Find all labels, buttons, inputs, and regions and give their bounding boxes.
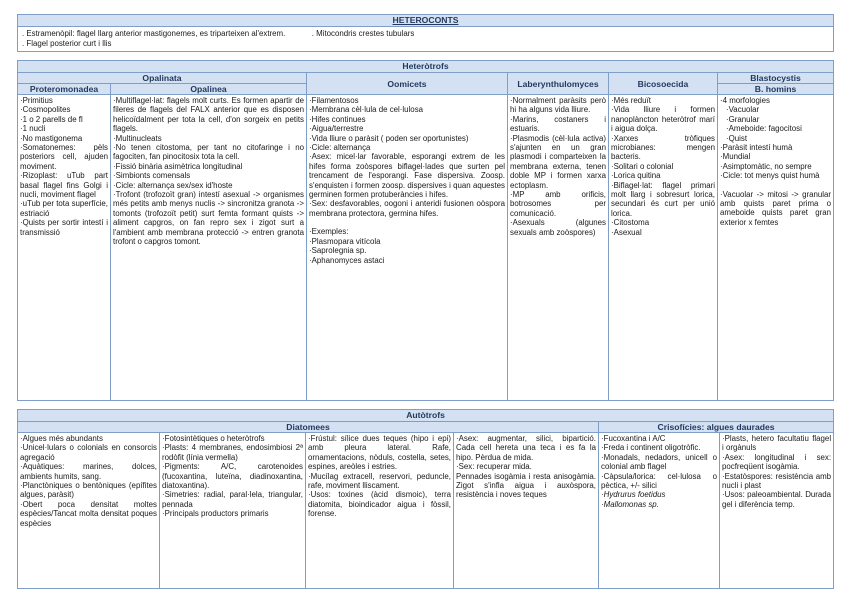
list-item: ·Més reduït [611, 96, 651, 105]
list-item: ·Lorica quitina [611, 171, 661, 181]
list-item: ·Vacuolar -> mitosi -> granular amb quists paret prima o ameboide quists paret gran exterior x femtes [720, 189, 832, 227]
spacer [309, 218, 505, 227]
opalinea-cell [111, 95, 307, 401]
list-item: ·Monadals, nedadors, unicell o colonial amb flagel [601, 452, 717, 472]
heteroconts-title: HETEROCONTS [18, 15, 834, 27]
list-item: ·Solitari o colonial [611, 161, 674, 171]
list-item: ·Asimptomàtic, no sempre [720, 161, 812, 171]
list-item: ·Exemples: [309, 227, 349, 237]
list-item: ·Cicle: alternança sex/sex id'hoste [113, 180, 233, 190]
list-item: ·Asex: micel·lar favorable, esporangi extrem de les hifes forma zoòspores biflagel·lades que surten pel trencament de l'esporangi. Fase dispersiva. Zoosp. s'enquisten i formen zoosp. dispersives i quan aquestes germinen formen protuberàncies i hifes. [309, 152, 505, 200]
list-item: ·Mallomonas sp. [601, 499, 659, 509]
list-item: ·Plasts, hetero facultatiu flagel i orgànuls [722, 434, 832, 453]
autotrofs-title: Autòtrofs [18, 410, 834, 422]
autotrofs-table [17, 409, 834, 589]
list-item: ·Membrana cèl·lula de cel·lulosa [309, 105, 424, 115]
list-item: ·Citostoma [611, 218, 650, 228]
list-item: ·Unicel·lulars o colonials en consorcis agregació [20, 443, 157, 462]
list-item: ·No mastigonema [20, 133, 83, 143]
list-item: ·1 nucli [20, 124, 46, 134]
list-item: ·Simbionts comensals [113, 171, 191, 181]
list-item: ·Asex: longitudinal i sex: pocfreqüent isogàmia. [722, 452, 832, 472]
list-item: ·Cosmopolites [20, 105, 71, 115]
list-item: ·Sex: desfavorables, oogoni i anteridi fusionen oòspora membrana protectora, germina hifes. [309, 199, 505, 218]
heterotrofs-title: Heteròtrofs [18, 61, 834, 73]
list-item: ·Usos: paleoambiental. Durada gel i diferència temp. [722, 490, 832, 509]
list-item: ·Mucílag extracell, reservori, peduncle, rafe, moviment lliscament. [308, 471, 451, 491]
list-item: ·Primitius [20, 96, 53, 105]
intro-stramenopile: . Estramenòpil: flagel llarg anterior mastigonemes, es triparteixen al'extrem. [22, 29, 286, 38]
crisoficies-col1 [599, 433, 720, 589]
list-item: ·Mundial [720, 152, 751, 162]
list-item: ·Plasmopara vitícola [309, 236, 381, 246]
list-item: ·Saprolegnia sp. [309, 246, 367, 256]
bicosoecida-cell [609, 95, 718, 401]
intro-mitochondria: . Mitocondris crestes tubulars [311, 29, 415, 38]
list-item: ·Fucoxantina i A/C [601, 434, 666, 443]
list-item: ·Pigments: A/C, carotenoides (fucoxantina, luteïna, diadinoxantina, diatoxantina). [162, 462, 303, 491]
list-item: ·Fotosintètiques o heteròtrofs [162, 434, 265, 443]
list-item: ·Frústul: sílice dues teques (hipo i epi) amb pleura lateral. Rafe, ornamentacions, nòduls, costella, setes, espines, areòles i estries. [308, 434, 451, 472]
list-item: ·Vacuolar [726, 105, 760, 115]
list-item: ·Cicle: alternança [309, 143, 371, 153]
list-item: ·Marins, costaners i estuaris. [510, 114, 606, 134]
bicosoecida-header: Bicosoecida [609, 73, 718, 95]
list-item: ·Biflagel·lat: flagel primari molt llarg i sobresurt lorica, secundari és curt per unió lorica. [611, 180, 715, 218]
list-item: ·Trofont (trofozoït gran) intestí asexual -> organismes més petits amb menys nuclis -> sincronitza granota -> tomonts (trofozoït petit) surt femta formant quists -> aliment capgros, on fan repro sex i zigot surt a l'ambient amb membrana protecció -> entren granota trofont o capgros tomont. [113, 190, 304, 247]
list-item: ·Aigua/terrestre [309, 124, 364, 134]
list-item: ·Filamentosos [309, 96, 359, 105]
blastocystis-cell [718, 95, 834, 401]
diatomees-col4 [454, 433, 599, 589]
list-item: ·No tenen citostoma, per tant no citofaringe i no fagociten, fan pinocitosix tota la cell. [113, 143, 304, 162]
list-item: ·Plasmodis (cèl·lula activa) s'ajunten en un gran plasmodi i comparteixen la membrana externa, tenen doble MP i formen xarxa ectoplasm. [510, 133, 606, 190]
proteromonadea-header: Proteromonadea [18, 84, 111, 95]
list-item: ·Vida lliure i formen nanoplàncton heteròtrof marí i aigua dolça. [611, 105, 715, 134]
list-item: ·Normalment paràsits però hi ha alguns vida lliure. [510, 96, 606, 115]
proteromonadea-cell [18, 95, 111, 401]
opalinata-header: Opalinata [18, 73, 307, 84]
b-homins-header: B. homins [718, 84, 834, 95]
list-item: ·Plasts: 4 membranes, endosimbiosi 2ª rodòfit (línia vermella) [162, 443, 303, 462]
list-item: ·Càpsula/lorica: cel·lulosa o pèctica, +/- silici [601, 471, 717, 491]
blastocystis-header: Blastocystis [718, 73, 834, 84]
list-item: ·Planctòniques o bentòniques (epífites algues, paràsit) [20, 481, 157, 500]
list-item: ·Ameboide: fagocitosi [726, 124, 802, 134]
list-item: ·Usos: toxines (àcid dismoic), terra diatomita, bioindicador aigua i fòssil, forense. [308, 490, 451, 519]
heteroconts-intro [18, 27, 834, 52]
list-item: ·Quist [726, 133, 748, 143]
list-item: ·Cicle: tot menys quist humà [720, 171, 820, 181]
list-item: ·Asex: augmentar, silici, bipartició. Cada cell hereta una teca i es fa la hipo. Pèrdua de mida. [456, 434, 596, 462]
diatomees-col2 [160, 433, 306, 589]
list-item: ·Sex: recuperar mida. [456, 462, 532, 472]
list-item: ·1 o 2 parells de fl [20, 114, 83, 124]
list-item: ·Hifes continues [309, 114, 366, 124]
opalinea-header: Opalinea [111, 84, 307, 95]
list-item: ·Multiflagel·lat: flagels molt curts. Es formen apartir de fileres de flagels del FALX anterior que es disposen helicoïdalment per tota la cell, d'on sorgeix en petits flagels. [113, 96, 304, 134]
list-item: ·Estatòspores: resistència amb nucli i plast [722, 471, 832, 491]
list-item: ·Hydrurus foetidus [601, 490, 666, 500]
diatomees-header: Diatomees [18, 422, 599, 433]
list-item: ·Granular [726, 114, 760, 124]
crisoficies-col2 [720, 433, 834, 589]
oomicets-cell [307, 95, 508, 401]
heterotrofs-table [17, 60, 834, 401]
list-item: ·Xarxes tròfiques microbianes: mengen bacteris. [611, 133, 715, 162]
list-item: ·Paràsit intestí humà [720, 143, 793, 153]
list-item: ·Asexual [611, 227, 642, 237]
list-item: ·Quists per sortir intestí i transmissió [20, 218, 108, 237]
list-item: ·Vida lliure o paràsit ( poden ser oportunistes) [309, 133, 469, 143]
list-item: ·Aphanomyces astaci [309, 255, 385, 265]
list-item: ·Aquàtiques: marines, dolces, ambients humits, sang. [20, 462, 157, 481]
laberynthulomyces-header: Laberynthulomyces [508, 73, 609, 95]
heteroconts-table [17, 14, 834, 52]
crisoficies-header: Crisofícies: algues daurades [599, 422, 834, 433]
list-item: ·Rizoplast: uTub part basal flagel fins Golgi i nucli, moviment flagel [20, 171, 108, 200]
list-item: ·MP amb orificis, botrosomes per comunicació. [510, 190, 606, 218]
list-item: ·Fissió binària asimètrica longitudinal [113, 161, 243, 171]
oomicets-header: Oomicets [307, 73, 508, 95]
diatomees-col3 [306, 433, 454, 589]
list-item: Pennades isogàmia i resta anisogàmia. Zigot s'infla aigua i auxòspora, resistència i noves teques [456, 471, 596, 500]
spacer [720, 181, 831, 190]
list-item: ·Freda i continent oligotròfic. [601, 443, 701, 453]
list-item: ·uTub per tota superfície, estriació [20, 199, 108, 218]
list-item: ·4 morfologies [720, 96, 770, 105]
list-item: ·Somatonemes: pèls posteriors cell, ajuden moviment. [20, 143, 108, 171]
list-item: ·Multinucleats [113, 133, 162, 143]
list-item: ·Algues més abundants [20, 434, 103, 443]
diatomees-col1 [18, 433, 160, 589]
list-item: ·Principals productors primaris [162, 509, 269, 519]
laberynthulomyces-cell [508, 95, 609, 401]
intro-posterior-flagellum: . Flagel posterior curt i llis [22, 38, 112, 48]
list-item: ·Asexuals (algunes sexuals amb zoòspores) [510, 218, 606, 237]
list-item: ·Simetries: radial, paral·lela, triangular, pennada [162, 490, 303, 509]
list-item: ·Obert poca densitat moltes espècies/Tancat molta densitat poques espècies [20, 499, 157, 528]
